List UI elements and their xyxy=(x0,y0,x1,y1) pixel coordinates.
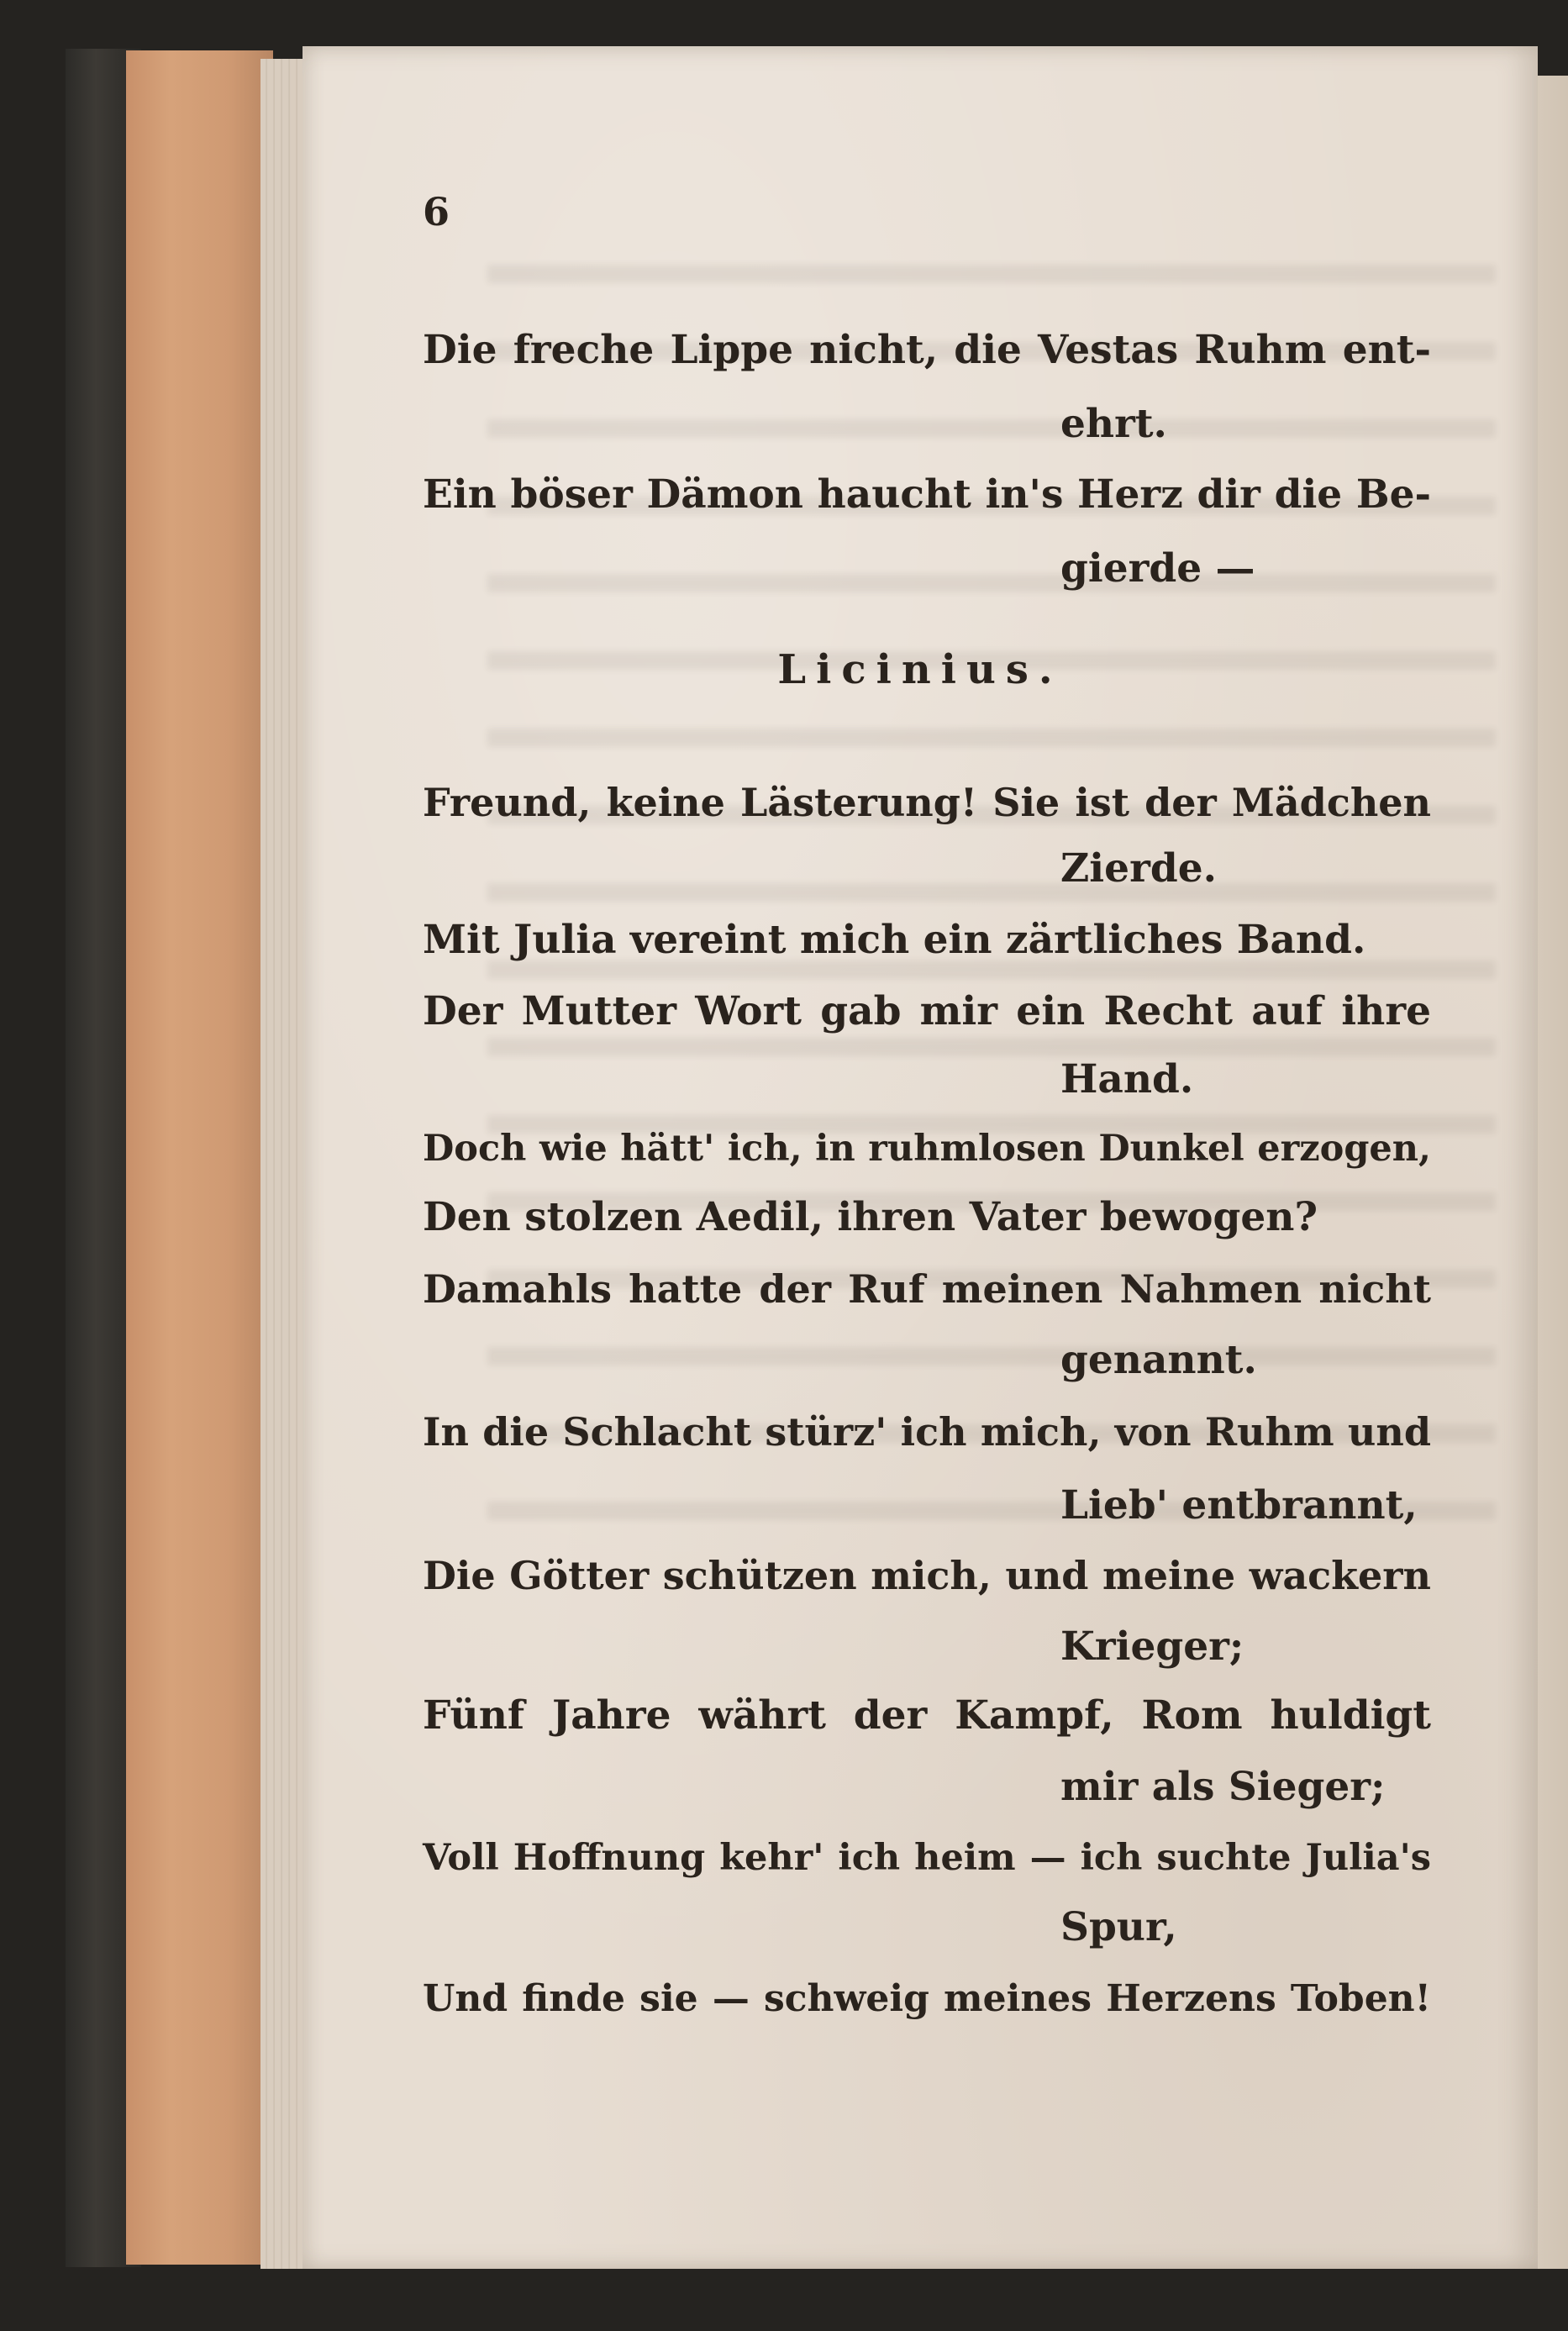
verse-line-continuation: genannt. xyxy=(1060,1337,1257,1383)
verse-line-continuation: Krieger; xyxy=(1060,1623,1244,1670)
verse-line: Der Mutter Wort gab mir ein Recht auf ihre xyxy=(423,988,1431,1034)
verse-line: In die Schlacht stürz' ich mich, von Ruhm und xyxy=(423,1409,1431,1455)
book-cover-board xyxy=(126,50,273,2265)
verse-line: Die freche Lippe nicht, die Vestas Ruhm ent- xyxy=(423,327,1431,373)
speaker-name: Licinius. xyxy=(777,646,1063,693)
verse-line-continuation: mir als Sieger; xyxy=(1060,1764,1386,1810)
ink-bleed-through xyxy=(487,265,1496,1525)
verse-line-continuation: Zierde. xyxy=(1060,845,1217,892)
verse-line: Doch wie hätt' ich, in ruhmlosen Dunkel erzogen, xyxy=(423,1128,1431,1170)
verse-line: Mit Julia vereint mich ein zärtliches Band. xyxy=(423,917,1366,963)
verse-line: Und finde sie — schweig meines Herzens Toben! xyxy=(423,1977,1431,2020)
verse-line: Freund, keine Lästerung! Sie ist der Mädchen xyxy=(423,780,1431,825)
verse-line: Damahls hatte der Ruf meinen Nahmen nicht xyxy=(423,1266,1431,1312)
verse-line: Die Götter schützen mich, und meine wackern xyxy=(423,1553,1431,1598)
verse-line: Fünf Jahre währt der Kampf, Rom huldigt xyxy=(423,1692,1431,1739)
verse-line: Voll Hoffnung kehr' ich heim — ich suchte Julia's xyxy=(423,1837,1431,1879)
page-number: 6 xyxy=(423,189,450,234)
verse-line-continuation: Spur, xyxy=(1060,1904,1177,1950)
verse-line: Den stolzen Aedil, ihren Vater bewogen? xyxy=(423,1194,1318,1240)
verse-line-continuation: ehrt. xyxy=(1060,401,1167,447)
verse-line: Ein böser Dämon haucht in's Herz dir die Be- xyxy=(423,471,1431,518)
verse-line-continuation: Hand. xyxy=(1060,1056,1194,1102)
verse-line-continuation: Lieb' entbrannt, xyxy=(1060,1482,1418,1529)
book-page xyxy=(303,46,1538,2269)
verse-line-continuation: gierde — xyxy=(1060,545,1255,592)
